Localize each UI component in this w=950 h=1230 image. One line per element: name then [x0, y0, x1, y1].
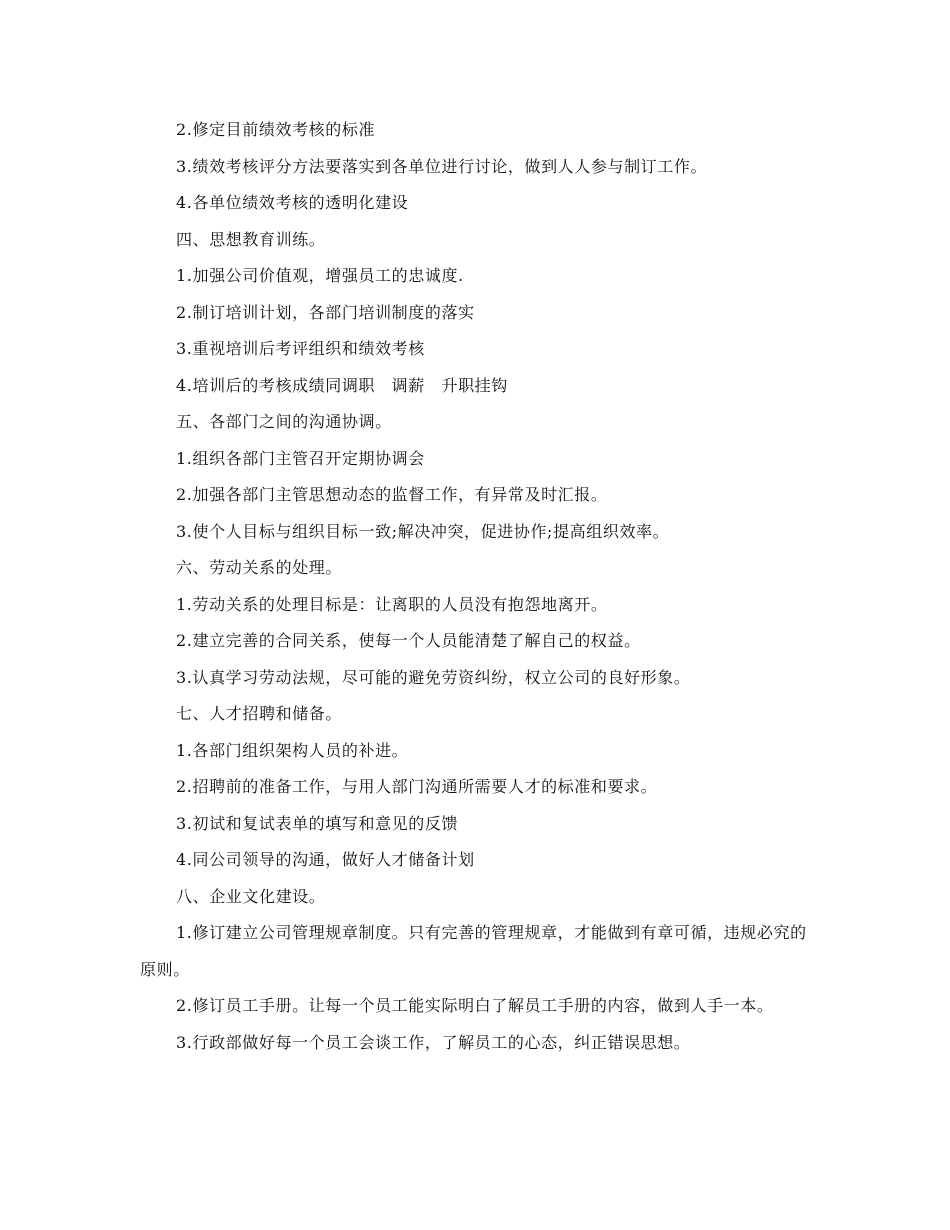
document-body	[140, 112, 812, 1061]
paragraph-14: 1.劳动关系的处理目标是：让离职的人员没有抱怨地离开。	[176, 594, 608, 614]
paragraph-12: 3.使个人目标与组织目标一致;解决冲突，促进协作;提高组织效率。	[176, 521, 670, 541]
paragraph-6: 2.制订培训计划，各部门培训制度的落实	[176, 302, 475, 322]
paragraph-5: 1.加强公司价值观，增强员工的忠诚度.	[176, 266, 464, 285]
paragraph-10: 1.组织各部门主管召开定期协调会	[176, 448, 425, 468]
paragraph-15: 2.建立完善的合同关系，使每一个人员能清楚了解自己的权益。	[176, 631, 641, 650]
paragraph-7: 3.重视培训后考评组织和绩效考核	[176, 339, 425, 358]
section-heading-8: 八、企业文化建设。	[176, 886, 326, 906]
paragraph-1: 2.修定目前绩效考核的标准	[176, 120, 376, 139]
section-heading-6: 六、劳动关系的处理。	[176, 558, 343, 577]
section-heading-5: 五、各部门之间的沟通协调。	[176, 412, 392, 431]
paragraph-2: 3.绩效考核评分方法要落实到各单位进行讨论，做到人人参与制订工作。	[176, 156, 708, 176]
paragraph-23: 1.修订建立公司管理规章制度。只有完善的管理规章，才能做到有章可循，违规必究的原则。	[140, 923, 807, 979]
paragraph-25: 3.行政部做好每一个员工会谈工作，了解员工的心态，纠正错误思想。	[176, 1032, 691, 1052]
paragraph-3: 4.各单位绩效考核的透明化建设	[176, 193, 409, 212]
paragraph-19: 2.招聘前的准备工作，与用人部门沟通所需要人才的标准和要求。	[176, 777, 658, 796]
section-heading-4: 四、思想教育训练。	[176, 229, 326, 249]
section-heading-7: 七、人才招聘和储备。	[176, 704, 343, 723]
paragraph-21: 4.同公司领导的沟通，做好人才储备计划	[176, 850, 475, 869]
paragraph-20: 3.初试和复试表单的填写和意见的反馈	[176, 813, 459, 833]
paragraph-18: 1.各部门组织架构人员的补进。	[176, 740, 409, 760]
paragraph-24: 2.修订员工手册。让每一个员工能实际明白了解员工手册的内容，做到人手一本。	[176, 996, 774, 1015]
paragraph-11: 2.加强各部门主管思想动态的监督工作，有异常及时汇报。	[176, 485, 608, 504]
paragraph-16: 3.认真学习劳动法规，尽可能的避免劳资纠纷，权立公司的良好形象。	[176, 667, 691, 687]
paragraph-8: 4.培训后的考核成绩同调职 调薪 升职挂钩	[176, 375, 508, 395]
